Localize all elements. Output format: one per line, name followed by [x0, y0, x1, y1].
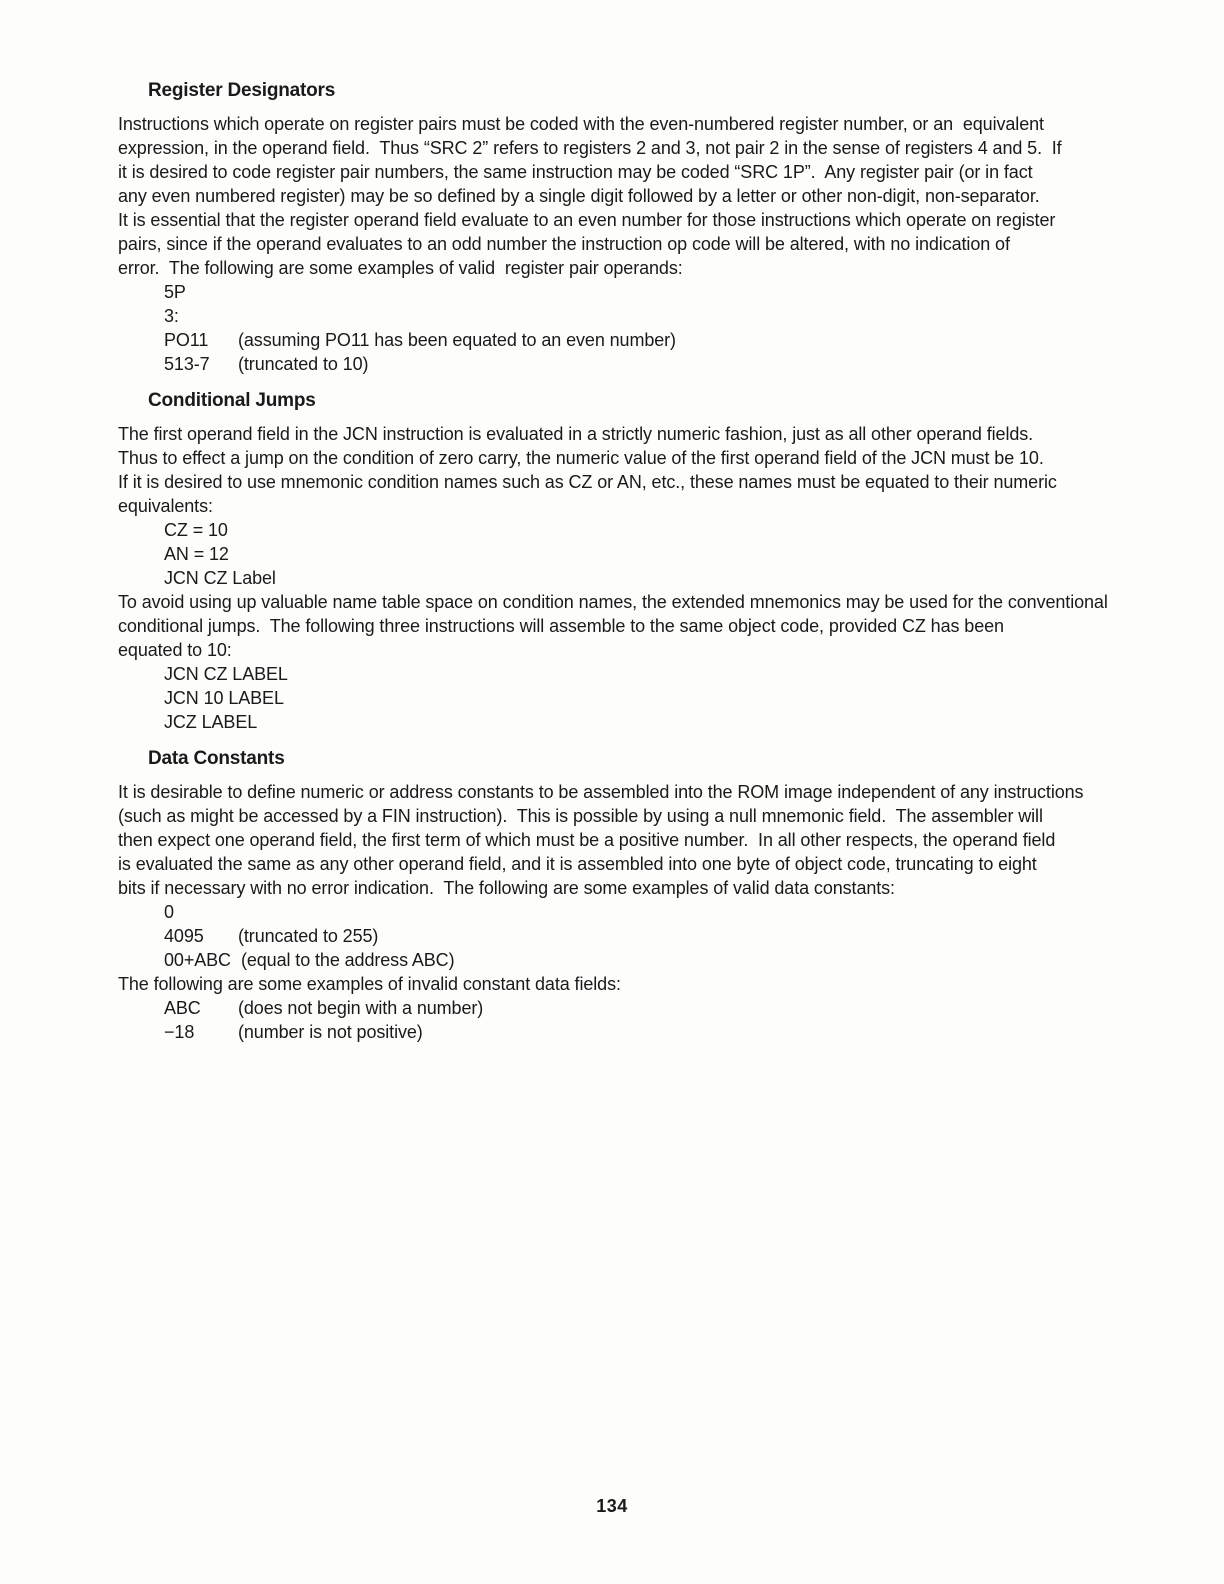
example-row	[164, 1020, 1168, 1044]
paragraph	[118, 972, 1168, 996]
example-row	[164, 542, 1168, 566]
paragraph-line: conditional jumps. The following three instructions will assemble to the same object code, provided CZ has been	[118, 616, 1004, 636]
paragraph-line: then expect one operand field, the first term of which must be a positive number. In all other respects, the operand field	[118, 830, 1056, 850]
example-code: 5P	[164, 282, 186, 302]
example-list	[164, 996, 1168, 1044]
example-row	[164, 686, 1168, 710]
example-list	[164, 662, 1168, 734]
example-row	[164, 924, 1168, 948]
paragraph-line: error. The following are some examples of valid register pair operands:	[118, 258, 683, 278]
example-code: 00+ABC	[164, 950, 231, 970]
paragraph-line: The first operand field in the JCN instruction is evaluated in a strictly numeric fashion, just as all other operand fields.	[118, 424, 1034, 444]
example-code: CZ = 10	[164, 520, 228, 540]
paragraph-line: bits if necessary with no error indication. The following are some examples of valid data constants:	[118, 878, 895, 898]
example-list	[164, 280, 1168, 376]
paragraph-line: equated to 10:	[118, 640, 232, 660]
example-code: 4095	[164, 926, 204, 946]
example-row	[164, 566, 1168, 590]
example-code: 513-7	[164, 354, 210, 374]
example-comment: (number is not positive)	[238, 1022, 423, 1042]
example-list	[164, 900, 1168, 972]
example-row	[164, 518, 1168, 542]
section-heading: Conditional Jumps	[148, 390, 316, 411]
example-row	[164, 710, 1168, 734]
example-comment: (does not begin with a number)	[238, 998, 484, 1018]
example-code: −18	[164, 1022, 195, 1042]
paragraph-line: is evaluated the same as any other operand field, and it is assembled into one byte of object code, truncating to eight	[118, 854, 1037, 874]
paragraph-line: If it is desired to use mnemonic condition names such as CZ or AN, etc., these names must be equated to their numeric	[118, 472, 1057, 492]
example-code: JCN CZ LABEL	[164, 664, 288, 684]
example-code: AN = 12	[164, 544, 229, 564]
example-code: JCZ LABEL	[164, 712, 258, 732]
example-comment: (truncated to 10)	[238, 354, 369, 374]
paragraph-line: (such as might be accessed by a FIN instruction). This is possible by using a null mnemonic field. The assembler will	[118, 806, 1043, 826]
example-comment: (truncated to 255)	[238, 926, 379, 946]
example-comment: (equal to the address ABC)	[240, 950, 455, 970]
example-row	[164, 948, 1168, 972]
example-row	[164, 900, 1168, 924]
example-code: PO11	[164, 330, 209, 350]
example-row	[164, 304, 1168, 328]
section-heading: Data Constants	[148, 748, 285, 769]
paragraph-line: it is desired to code register pair numbers, the same instruction may be coded “SRC 1P”. Any register pair (or in fact	[118, 162, 1033, 182]
example-comment: (assuming PO11 has been equated to an even number)	[238, 330, 676, 350]
page-number: 134	[596, 1496, 628, 1516]
paragraph	[118, 112, 1168, 280]
example-code: 0	[164, 902, 174, 922]
example-row	[164, 328, 1168, 352]
paragraph-line: It is essential that the register operand field evaluate to an even number for those instructions which operate on register	[118, 210, 1056, 230]
example-row	[164, 352, 1168, 376]
paragraph	[118, 422, 1168, 518]
section-heading: Register Designators	[148, 80, 336, 101]
paragraph-line: Instructions which operate on register pairs must be coded with the even-numbered register number, or an equivalent	[118, 114, 1044, 134]
paragraph-line: equivalents:	[118, 496, 213, 516]
page-footer	[0, 1496, 1224, 1517]
paragraph-line: Thus to effect a jump on the condition of zero carry, the numeric value of the first operand field of the JCN must be 10.	[118, 448, 1044, 468]
paragraph-line: It is desirable to define numeric or address constants to be assembled into the ROM image independent of any instructions	[118, 782, 1084, 802]
example-row	[164, 280, 1168, 304]
paragraph-line: To avoid using up valuable name table space on condition names, the extended mnemonics may be used for the conventional	[118, 592, 1108, 612]
example-code: JCN CZ Label	[164, 568, 276, 588]
paragraph-line: any even numbered register) may be so defined by a single digit followed by a letter or other non-digit, non-separator.	[118, 186, 1040, 206]
example-row	[164, 662, 1168, 686]
paragraph	[118, 780, 1168, 900]
paragraph-line: expression, in the operand field. Thus “SRC 2” refers to registers 2 and 3, not pair 2 in the sense of registers 4 and 5. If	[118, 138, 1062, 158]
example-row	[164, 996, 1168, 1020]
example-list	[164, 518, 1168, 590]
paragraph-line: pairs, since if the operand evaluates to an odd number the instruction op code will be altered, with no indication of	[118, 234, 1010, 254]
example-code: JCN 10 LABEL	[164, 688, 284, 708]
paragraph-line: The following are some examples of invalid constant data fields:	[118, 974, 621, 994]
paragraph	[118, 590, 1168, 662]
example-code: 3:	[164, 306, 179, 326]
page-content	[118, 78, 1168, 1044]
example-code: ABC	[164, 998, 201, 1018]
